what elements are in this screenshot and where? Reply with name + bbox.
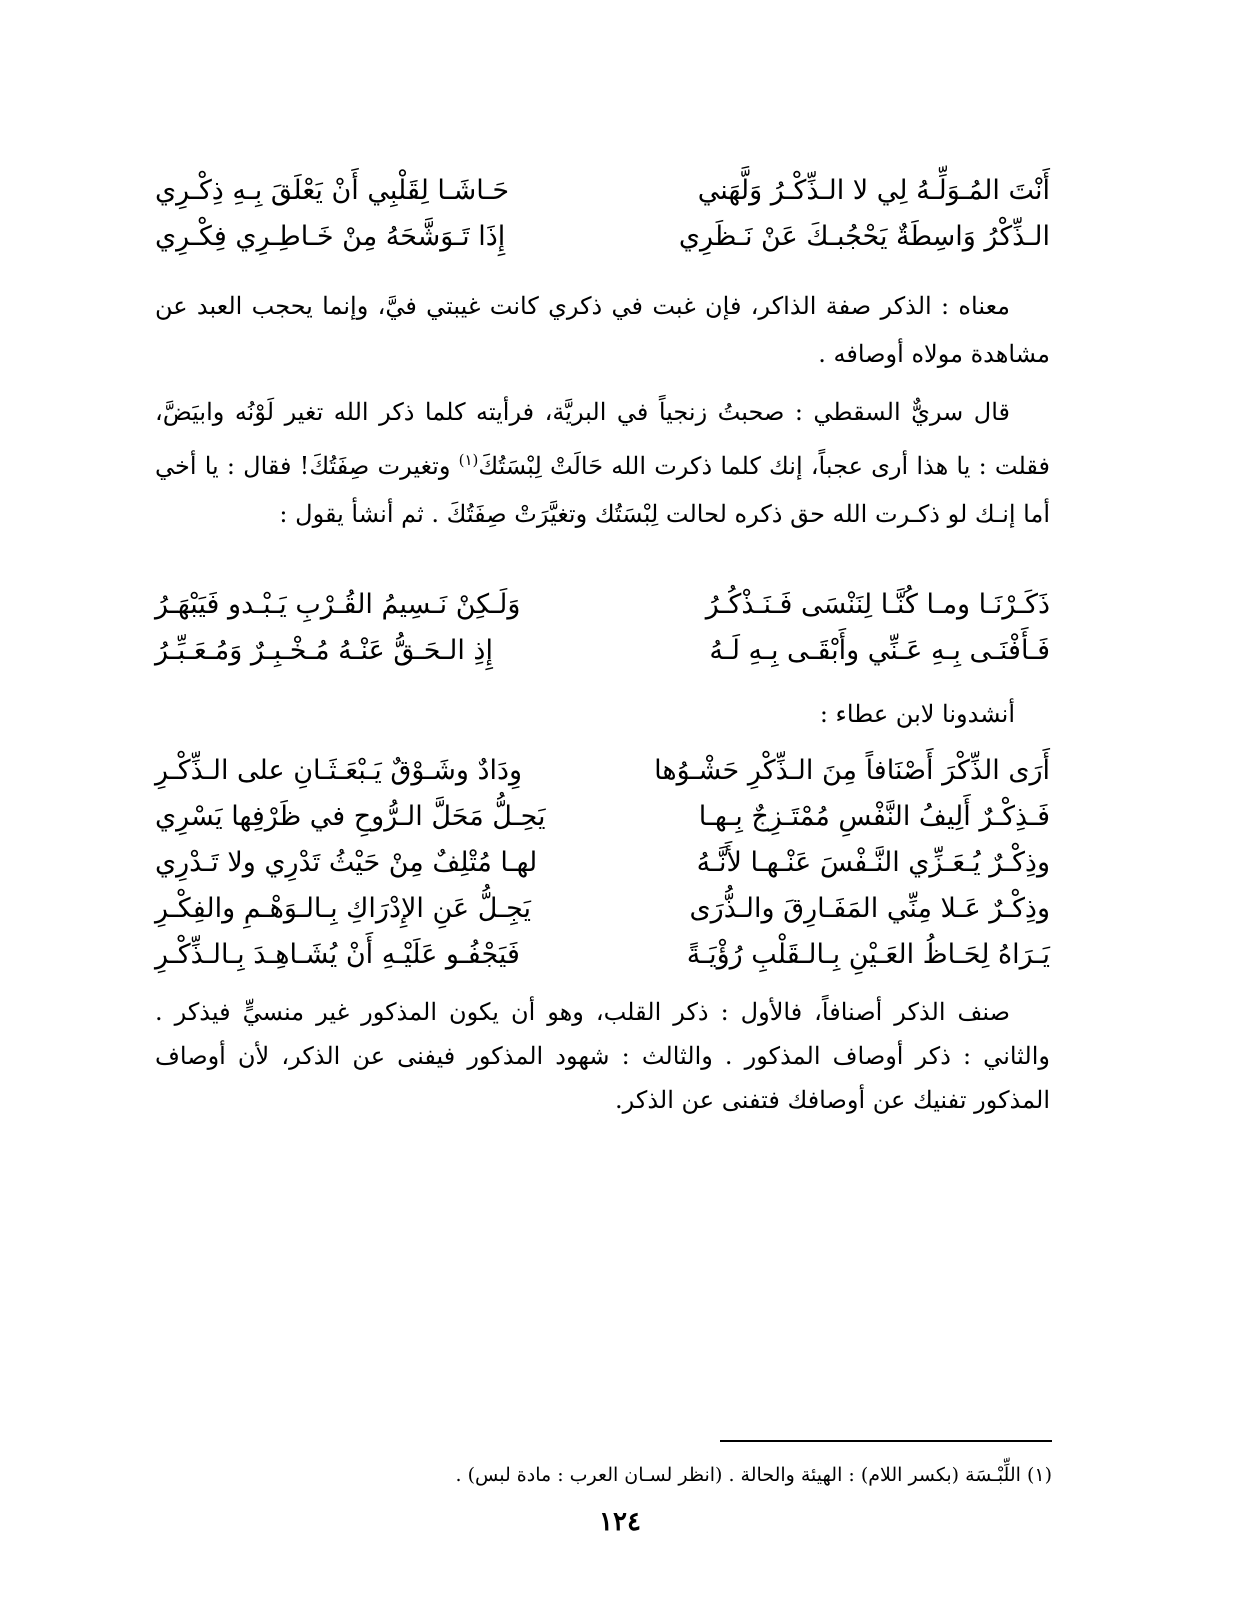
verse-hemistich-second: يَحِـلُّ مَحَلَّ الـرُّوحِ في ظَرْفِها يَسْرِي xyxy=(155,801,546,832)
verse-hemistich-second: إِذِ الـحَـقُّ عَنْـهُ مُـخْـبِـرٌ وَمُـعَـبِّـرُ xyxy=(155,635,493,666)
verse-hemistich-second: لهـا مُتْلِفٌ مِنْ حَيْثُ تَدْرِي ولا تَـدْرِي xyxy=(155,847,538,878)
verse-hemistich-second: إِذَا تَـوَشَّحَهُ مِنْ خَـاطِـرِي فِكْـرِي xyxy=(155,221,506,252)
verse-hemistich-second: حَـاشَـا لِقَلْبِي أَنْ يَعْلَقَ بِـهِ ذِكْـرِي xyxy=(155,175,510,206)
verse-line xyxy=(155,886,1050,932)
verse-line xyxy=(155,748,1050,794)
verse-line xyxy=(155,168,1050,214)
footnote: (١) اللِّبْـسَة (بكسر اللام) : الهيئة والحالة . (انظر لسـان العرب : مادة لبس) . xyxy=(455,1464,1052,1486)
footnote-reference: (١) xyxy=(458,451,479,469)
verse-hemistich-first: وذِكْـرٌ عَـلا مِنِّي المَفَـارِقَ والـذُّرَى xyxy=(689,893,1050,924)
verse-line xyxy=(155,214,1050,260)
paragraph-text: معناه : الذكر صفة الذاكر، فإن غبت في ذكري كانت غيبتي فيَّ، وإنما يحجب العبد عن مشاهدة مولاه أوصافه . xyxy=(155,292,1050,368)
poem-3 xyxy=(155,748,1050,978)
verse-hemistich-second: يَجِـلُّ عَنِ الإِدْرَاكِ بِـالـوَهْـمِ والفِكْـرِ xyxy=(155,893,532,924)
paragraph-text xyxy=(155,388,1050,538)
paragraph-text: صنف الذكر أصنافاً، فالأول : ذكر القلب، وهو أن يكون المذكور غير منسيٍّ فيذكر . والثاني : ذكر أوصاف المذكور . والثالث : شهود المذكور فيفنى عن الذكر، لأن أوصاف المذكور تفنيك عن أوصافك فتفنى عن الذكر. xyxy=(155,998,1050,1114)
verse-hemistich-first: أَرَى الذِّكْرَ أَصْنَافاً مِنَ الـذِّكْرِ حَشْـوُها xyxy=(654,755,1050,786)
verse-hemistich-first: فَـذِكْـرٌ أَلِيفُ النَّفْسِ مُمْتَـزِجٌ بِـهـا xyxy=(698,801,1050,832)
narrative-paragraph xyxy=(155,388,1050,538)
footnote-separator xyxy=(720,1440,1052,1442)
commentary-paragraph xyxy=(155,282,1050,378)
verse-hemistich-first: يَـرَاهُ لِحَـاظُ العَـيْنِ بِـالـقَلْبِ رُؤْيَـةً xyxy=(686,939,1050,970)
poem-1 xyxy=(155,168,1050,260)
verse-hemistich-first: الـذِّكْرُ وَاسِطَةٌ يَحْجُبـكَ عَنْ نَـظَرِي xyxy=(678,221,1050,252)
verse-hemistich-first: أَنْتَ المُـوَلِّـهُ لِي لا الـذِّكْـرُ وَلَّهَني xyxy=(697,175,1050,206)
verse-hemistich-second: فَيَجْفُـو عَلَيْـهِ أَنْ يُشَـاهِـدَ بِـالـذِّكْـرِ xyxy=(155,939,520,970)
verse-hemistich-first: فَـأَفْنَـى بِـهِ عَـنِّي وأَبْقَـى بِـهِ لَـهُ xyxy=(709,635,1050,666)
verse-hemistich-second: وِدَادٌ وشَـوْقٌ يَـبْعَـثَـانِ على الـذِّكْـرِ xyxy=(155,755,523,786)
verse-hemistich-first: وذِكْـرٌ يُـعَـزِّي النَّـفْسَ عَنْـهـا لأَنَّـهُ xyxy=(696,847,1050,878)
page-number: ١٢٤ xyxy=(599,1507,641,1537)
poem-2 xyxy=(155,582,1050,674)
verse-line xyxy=(155,932,1050,978)
paragraph-text-part2: وتغيرت صِفَتُكَ! فقال : يا أخي أما إنـك لو ذكـرت الله حق ذكره لحالت لِبْسَتُك وتغيَّرَتْ صِفَتُكَ . ثم أنشأ يقول : xyxy=(155,452,1050,528)
verse-line xyxy=(155,794,1050,840)
poem-intro-line: أنشدونا لابن عطاء : xyxy=(819,700,1015,728)
closing-paragraph xyxy=(155,990,1050,1122)
verse-line xyxy=(155,628,1050,674)
verse-hemistich-second: وَلَـكِنْ نَـسِيمُ القُـرْبِ يَـبْـدو فَيَبْهَـرُ xyxy=(155,589,521,620)
verse-line xyxy=(155,840,1050,886)
verse-hemistich-first: ذَكَـرْنَـا ومـا كُنَّـا لِنَنْسَى فَـنَـذْكُـرُ xyxy=(705,589,1050,620)
verse-line xyxy=(155,582,1050,628)
paragraph-text-part1: قال سريٌّ السقطي : صحبتُ زنجياً في البريَّة، فرأيته كلما ذكر الله تغير لَوْنُه وابيَضَّ، فقلت : يا هذا أرى عجباً، إنك كلما ذكرت الله حَالَتْ لِبْسَتُكَ xyxy=(155,398,1051,480)
